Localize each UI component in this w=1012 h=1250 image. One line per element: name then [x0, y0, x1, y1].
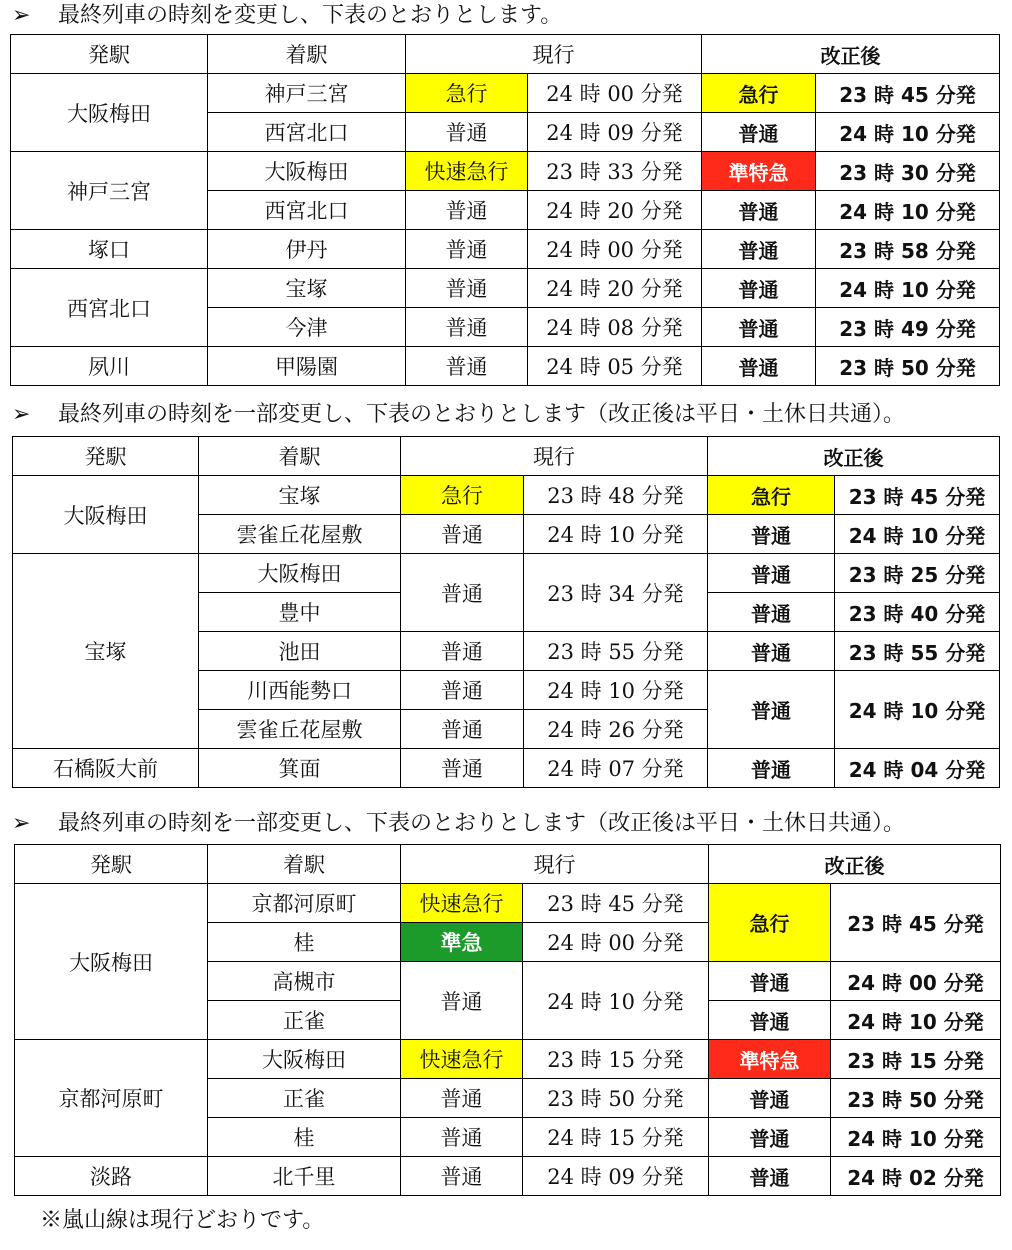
- revised-type: 普通: [708, 671, 835, 749]
- revised-type: 普通: [702, 308, 816, 347]
- revised-type: 普通: [709, 962, 831, 1001]
- to-station: 甲陽園: [208, 347, 406, 386]
- revised-time: 23 時 45 分発: [831, 884, 1001, 962]
- current-type: 普通: [406, 113, 528, 152]
- section-2-heading: [12, 401, 905, 429]
- current-type: 普通: [406, 269, 528, 308]
- current-time: 24 時 10 分発: [524, 515, 708, 554]
- table-header-row: [15, 845, 1001, 884]
- from-station: 塚口: [11, 230, 208, 269]
- timetable-3: [14, 844, 1001, 1196]
- current-time: 23 時 34 分発: [524, 554, 708, 632]
- current-type: 普通: [401, 554, 524, 632]
- revised-type: 急行: [709, 884, 831, 962]
- revised-time: 24 時 00 分発: [831, 962, 1001, 1001]
- revised-time: 23 時 49 分発: [816, 308, 1000, 347]
- header-current: 現行: [406, 35, 702, 74]
- header-current: 現行: [401, 437, 708, 476]
- revised-time: 24 時 10 分発: [816, 269, 1000, 308]
- from-station: 夙川: [11, 347, 208, 386]
- current-time: 24 時 00 分発: [523, 923, 709, 962]
- to-station: 神戸三宮: [208, 74, 406, 113]
- revised-type: 急行: [702, 74, 816, 113]
- current-type: 普通: [401, 1157, 523, 1196]
- current-time: 24 時 09 分発: [523, 1157, 709, 1196]
- revised-type: 普通: [709, 1157, 831, 1196]
- to-station: 箕面: [199, 749, 401, 788]
- current-type: 普通: [406, 347, 528, 386]
- to-station: 雲雀丘花屋敷: [199, 515, 401, 554]
- revised-time: 23 時 45 分発: [835, 476, 1000, 515]
- current-type: 普通: [401, 632, 524, 671]
- table-header-row: [13, 437, 1000, 476]
- timetable-2: [12, 436, 1000, 788]
- current-time: 23 時 50 分発: [523, 1079, 709, 1118]
- revised-time: 24 時 02 分発: [831, 1157, 1001, 1196]
- to-station: 池田: [199, 632, 401, 671]
- current-type: 普通: [401, 1079, 523, 1118]
- header-to: 着駅: [208, 845, 401, 884]
- from-station: 京都河原町: [15, 1040, 208, 1157]
- to-station: 桂: [208, 923, 401, 962]
- revised-time: 23 時 50 分発: [816, 347, 1000, 386]
- revised-time: 23 時 55 分発: [835, 632, 1000, 671]
- current-type: 普通: [401, 749, 524, 788]
- revised-time: 23 時 15 分発: [831, 1040, 1001, 1079]
- table-row: [15, 884, 1001, 923]
- revised-type: 普通: [708, 593, 835, 632]
- to-station: 正雀: [208, 1001, 401, 1040]
- revised-time: 24 時 10 分発: [831, 1118, 1001, 1157]
- current-time: 24 時 09 分発: [528, 113, 702, 152]
- timetable-1: [10, 34, 1000, 386]
- from-station: 石橋阪大前: [13, 749, 199, 788]
- revised-type: 普通: [702, 230, 816, 269]
- current-time: 24 時 26 分発: [524, 710, 708, 749]
- revised-type: 普通: [702, 347, 816, 386]
- revised-time: 24 時 10 分発: [831, 1001, 1001, 1040]
- current-time: 24 時 10 分発: [524, 671, 708, 710]
- current-time: 23 時 55 分発: [524, 632, 708, 671]
- current-type: 普通: [406, 230, 528, 269]
- from-station: 宝塚: [13, 554, 199, 749]
- revised-time: 23 時 58 分発: [816, 230, 1000, 269]
- revised-type: 普通: [709, 1118, 831, 1157]
- current-type: 急行: [401, 476, 524, 515]
- to-station: 川西能勢口: [199, 671, 401, 710]
- table-row: [13, 554, 1000, 593]
- revised-time: 24 時 10 分発: [835, 515, 1000, 554]
- header-revised: 改正後: [708, 437, 1000, 476]
- arrow-bullet-icon: ➢: [12, 402, 31, 427]
- section-2-heading-text: 最終列車の時刻を一部変更し、下表のとおりとします（改正後は平日・土休日共通）。: [58, 402, 906, 427]
- current-type: 急行: [406, 74, 528, 113]
- to-station: 豊中: [199, 593, 401, 632]
- header-from: 発駅: [11, 35, 208, 74]
- current-time: 24 時 07 分発: [524, 749, 708, 788]
- to-station: 雲雀丘花屋敷: [199, 710, 401, 749]
- to-station: 宝塚: [199, 476, 401, 515]
- current-type: 普通: [401, 962, 523, 1040]
- from-station: 大阪梅田: [11, 74, 208, 152]
- current-time: 24 時 20 分発: [528, 269, 702, 308]
- from-station: 神戸三宮: [11, 152, 208, 230]
- from-station: 淡路: [15, 1157, 208, 1196]
- current-time: 23 時 45 分発: [523, 884, 709, 923]
- revised-type: 普通: [708, 515, 835, 554]
- revised-type: 準特急: [702, 152, 816, 191]
- header-from: 発駅: [13, 437, 199, 476]
- current-type: 普通: [401, 1118, 523, 1157]
- to-station: 大阪梅田: [208, 152, 406, 191]
- revised-type: 普通: [702, 113, 816, 152]
- revised-type: 普通: [708, 632, 835, 671]
- revised-time: 24 時 10 分発: [816, 191, 1000, 230]
- revised-type: 普通: [709, 1001, 831, 1040]
- section-3-heading-text: 最終列車の時刻を一部変更し、下表のとおりとします（改正後は平日・土休日共通）。: [58, 811, 906, 836]
- revised-type: 準特急: [709, 1040, 831, 1079]
- table-header-row: [11, 35, 1000, 74]
- revised-time: 23 時 30 分発: [816, 152, 1000, 191]
- header-to: 着駅: [208, 35, 406, 74]
- current-time: 24 時 00 分発: [528, 230, 702, 269]
- arrow-bullet-icon: ➢: [12, 3, 31, 28]
- revised-type: 急行: [708, 476, 835, 515]
- current-time: 24 時 00 分発: [528, 74, 702, 113]
- revised-type: 普通: [709, 1079, 831, 1118]
- to-station: 宝塚: [208, 269, 406, 308]
- revised-time: 23 時 40 分発: [835, 593, 1000, 632]
- revised-time: 24 時 10 分発: [835, 671, 1000, 749]
- to-station: 高槻市: [208, 962, 401, 1001]
- to-station: 大阪梅田: [208, 1040, 401, 1079]
- current-time: 24 時 20 分発: [528, 191, 702, 230]
- table-row: [15, 1157, 1001, 1196]
- table-row: [11, 269, 1000, 308]
- section-3-heading: [12, 810, 905, 838]
- current-time: 24 時 10 分発: [523, 962, 709, 1040]
- header-current: 現行: [401, 845, 709, 884]
- table-row: [13, 476, 1000, 515]
- section-1-heading: [12, 2, 562, 30]
- revised-time: 24 時 10 分発: [816, 113, 1000, 152]
- to-station: 西宮北口: [208, 191, 406, 230]
- footnote: ※嵐山線は現行どおりです。: [40, 1208, 325, 1233]
- to-station: 西宮北口: [208, 113, 406, 152]
- revised-time: 23 時 45 分発: [816, 74, 1000, 113]
- revised-type: 普通: [702, 191, 816, 230]
- current-time: 24 時 15 分発: [523, 1118, 709, 1157]
- to-station: 桂: [208, 1118, 401, 1157]
- revised-type: 普通: [702, 269, 816, 308]
- current-type: 快速急行: [406, 152, 528, 191]
- table-row: [11, 152, 1000, 191]
- from-station: 西宮北口: [11, 269, 208, 347]
- current-type: 普通: [401, 515, 524, 554]
- current-type: 普通: [406, 308, 528, 347]
- current-type: 普通: [401, 710, 524, 749]
- to-station: 伊丹: [208, 230, 406, 269]
- current-type: 快速急行: [401, 884, 523, 923]
- section-1-heading-text: 最終列車の時刻を変更し、下表のとおりとします。: [58, 3, 563, 28]
- to-station: 京都河原町: [208, 884, 401, 923]
- header-to: 着駅: [199, 437, 401, 476]
- table-row: [11, 230, 1000, 269]
- current-type: 普通: [401, 671, 524, 710]
- current-time: 24 時 05 分発: [528, 347, 702, 386]
- current-time: 23 時 15 分発: [523, 1040, 709, 1079]
- table-row: [11, 347, 1000, 386]
- current-type: 準急: [401, 923, 523, 962]
- table-row: [11, 74, 1000, 113]
- from-station: 大阪梅田: [13, 476, 199, 554]
- revised-time: 24 時 04 分発: [835, 749, 1000, 788]
- header-from: 発駅: [15, 845, 208, 884]
- revised-time: 23 時 25 分発: [835, 554, 1000, 593]
- table-row: [13, 749, 1000, 788]
- revised-time: 23 時 50 分発: [831, 1079, 1001, 1118]
- to-station: 正雀: [208, 1079, 401, 1118]
- table-row: [15, 1040, 1001, 1079]
- to-station: 大阪梅田: [199, 554, 401, 593]
- current-time: 23 時 33 分発: [528, 152, 702, 191]
- revised-type: 普通: [708, 554, 835, 593]
- to-station: 今津: [208, 308, 406, 347]
- current-time: 23 時 48 分発: [524, 476, 708, 515]
- header-revised: 改正後: [709, 845, 1001, 884]
- header-revised: 改正後: [702, 35, 1000, 74]
- current-type: 快速急行: [401, 1040, 523, 1079]
- arrow-bullet-icon: ➢: [12, 811, 31, 836]
- revised-type: 普通: [708, 749, 835, 788]
- current-time: 24 時 08 分発: [528, 308, 702, 347]
- to-station: 北千里: [208, 1157, 401, 1196]
- from-station: 大阪梅田: [15, 884, 208, 1040]
- current-type: 普通: [406, 191, 528, 230]
